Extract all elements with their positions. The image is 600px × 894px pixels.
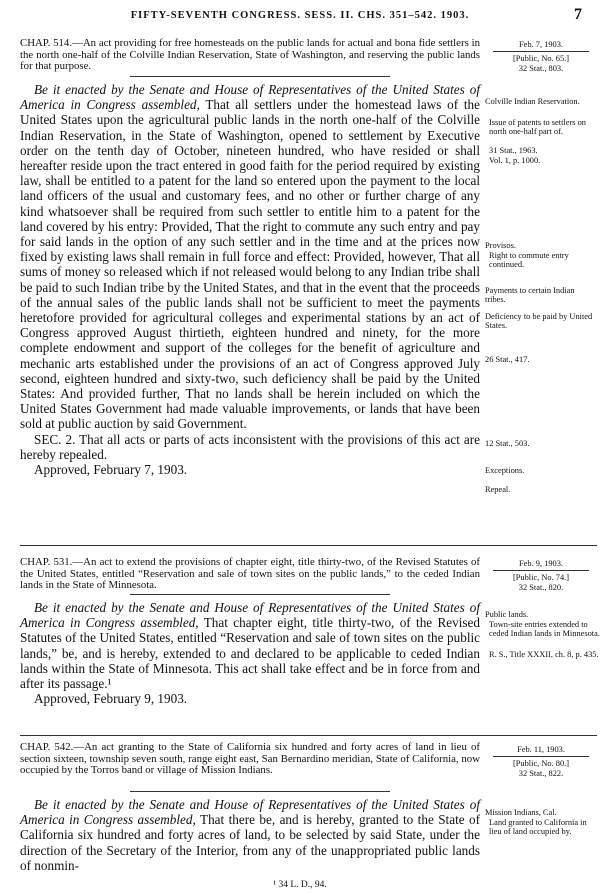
- enacting-formula: Be it enacted by the Senate and House of Representatives of the United States of America in Congress assembled,: [20, 82, 480, 113]
- margin-note: Land granted to California in lieu of land occupied by.: [489, 818, 587, 837]
- margin-rule: [493, 570, 589, 571]
- enacting-formula: Be it enacted by the Senate and House of Representatives of the United States of America in Congress assembled,: [20, 797, 480, 828]
- margin-rule: [493, 51, 589, 52]
- margin-statute-ref: R. S., Title XXXII, ch. 8, p. 435.: [489, 650, 599, 659]
- act-542-caption: [20, 742, 480, 777]
- act-text: That there be, and is hereby, granted to the State of California six hundred and forty acres of land, to be selected by said State, under the direction of the Secretary of the Interior, from any of the unappropriated public lands of nonmin-: [20, 812, 481, 873]
- margin-heading: Colville Indian Reservation.: [485, 97, 580, 106]
- divider: [130, 791, 390, 792]
- margin-note: Deficiency to be paid by United States.: [485, 312, 593, 331]
- margin-date: Feb. 7, 1903.: [519, 40, 563, 49]
- act-caption: CHAP. 531.—An act to extend the provisions of chapter eight, title thirty-two, of the Revised Statutes of the United States, entitled “Reservation and sale of town sites on the public lands,” to the ceded Indian lands in the State of Minnesota.: [20, 556, 480, 591]
- enacting-formula: Be it enacted by the Senate and House of Representatives of the United States of America in Congress assembled,: [20, 600, 480, 631]
- margin-statute-ref: 12 Stat., 503.: [485, 439, 530, 448]
- act-text: That all settlers under the homestead laws of the United States upon the agricultural public lands in the north one-half of the Colville Indian Reservation, in the State of Washington, opened to settlement by Executive order on the tenth day of October, nineteen hundred, who have resided or shall hereafter reside upon the tract entered in good faith for the period required by existing law, shall be entitled to a patent for the land so entered upon the payment to the local land officers of the usual and customary fees, and no other or further charge of any kind whatsoever shall be required from such settler to entitle him to a patent for the land covered by his entry: Provided, That the right to commute any such entry and pay for said lands in the option of any such settler and in the time and at the prices now fixed by existing laws shall remain in full force and effect: Provided, however, That all sums of money so released which if not released would belong to any Indian tribe shall be paid to such Indian tribe by the United States, and that in the event that the proceeds of the annual sales of the public lands shall not be sufficient to meet the payments heretofore provided for agricultural colleges and experimental stations by an act of Congress approved August thirtieth, eighteen hundred and ninety, for the more complete endowment and support of the colleges for the benefit of agriculture and mechanic arts established under the provisions of an act of Congress approved July second, eighteen hundred and sixty-two, such deficiency shall be paid by the United States: And provided further, That no lands shall be herein included on which the United States Government had made valuable improvements, or lands that have been sold at public auction by said Government.: [20, 97, 480, 432]
- margin-note: Issue of patents to settlers on north one-half part of.: [489, 118, 586, 137]
- act-531-caption: [20, 557, 480, 592]
- margin-heading: Exceptions.: [485, 466, 525, 475]
- act-531-body: [20, 600, 480, 706]
- enacting-clause: [20, 600, 480, 691]
- margin-statute-ref: 32 Stat., 822.: [518, 769, 564, 778]
- section-2: SEC. 2. That all acts or parts of acts inconsistent with the provisions of this act are hereby repealed.: [20, 431, 480, 462]
- approved-date: Approved, February 9, 1903.: [34, 691, 188, 707]
- footnote: ¹ 34 L. D., 94.: [273, 880, 327, 890]
- margin-public-number: [Public, No. 65.]: [512, 54, 570, 63]
- margin-statute-ref: 32 Stat., 803.: [518, 64, 564, 73]
- page-number: 7: [574, 6, 582, 23]
- divider: [130, 594, 390, 595]
- act-caption: CHAP. 514.—An act providing for free homesteads on the public lands for actual and bona fide settlers in the north one-half of the Colville Indian Reservation, State of Washington, and reserving the public lands for that purpose.: [20, 37, 480, 72]
- margin-statute-ref: 32 Stat., 820.: [518, 583, 564, 592]
- margin-date: Feb. 11, 1903.: [517, 745, 565, 754]
- approved-date: Approved, February 7, 1903.: [34, 462, 188, 478]
- margin-note: Town-site entries extended to ceded Indian lands in Minnesota.: [489, 620, 600, 639]
- enacting-clause: [20, 82, 480, 432]
- act-542-body: [20, 797, 480, 873]
- act-514-caption: [20, 38, 480, 73]
- margin-statute-ref: 26 Stat., 417.: [485, 355, 530, 364]
- margin-note: Right to commute entry continued.: [489, 251, 569, 270]
- enacting-clause: [20, 797, 480, 873]
- margin-note: Payments to certain Indian tribes.: [485, 286, 575, 305]
- margin-heading: Repeal.: [485, 485, 511, 494]
- divider: [130, 76, 390, 77]
- margin-rule: [493, 756, 589, 757]
- margin-statute-ref: 31 Stat., 1963.: [489, 146, 538, 155]
- margin-public-number: [Public, No. 80.]: [512, 759, 570, 768]
- margin-heading: Public lands.: [485, 610, 529, 619]
- margin-heading: Provisos.: [485, 241, 516, 250]
- act-caption: CHAP. 542.—An act granting to the State of California six hundred and forty acres of land in lieu of section sixteen, township seven south, range eight east, San Bernardino meridian, State of California, now occupied by the Torros band or village of Mission Indians.: [20, 741, 480, 776]
- running-title: FIFTY-SEVENTH CONGRESS. SESS. II. CHS. 351–542. 1903.: [130, 10, 470, 21]
- margin-notes: [485, 0, 600, 894]
- margin-public-number: [Public, No. 74.]: [512, 573, 570, 582]
- margin-date: Feb. 9, 1903.: [519, 559, 563, 568]
- act-text: That chapter eight, title thirty-two, of the Revised Statutes of the United States, entitled “Reservation and sale of town sites on the public lands,” be, and is hereby, extended to and declared to be applicable to ceded Indian lands within the State of Minnesota. This act shall take effect and be in force from and after its passage.¹: [20, 615, 480, 692]
- margin-heading: Mission Indians, Cal.: [485, 808, 557, 817]
- margin-statute-ref: Vol. 1, p. 1000.: [489, 156, 541, 165]
- act-514-body: [20, 82, 480, 477]
